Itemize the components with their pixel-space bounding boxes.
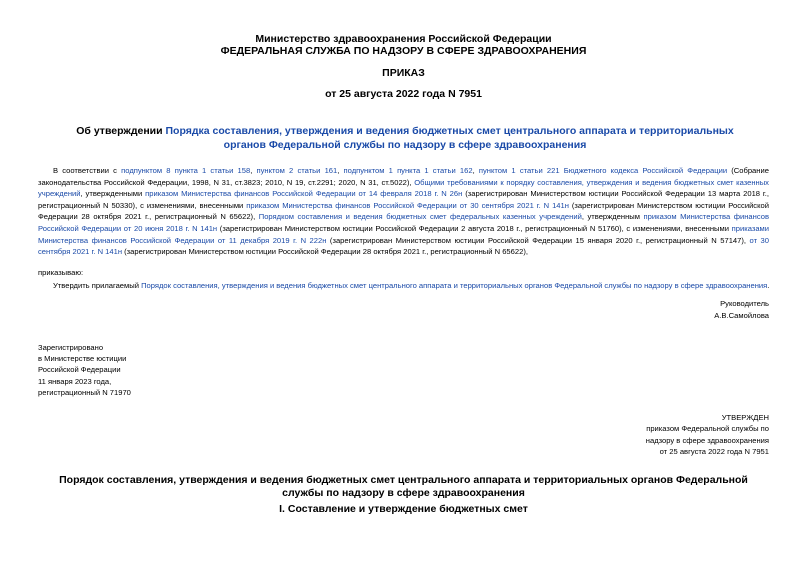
- signer-position: Руководитель: [720, 299, 769, 308]
- basis-link[interactable]: приказом Министерства финансов Российской Федерации от 14 февраля 2018 г. N 26н: [145, 189, 463, 199]
- approval-line: приказом Федеральной службы по: [646, 424, 769, 434]
- signer-name: А.В.Самойлова: [714, 310, 769, 320]
- registration-line: регистрационный N 71970: [38, 387, 131, 397]
- basis-link[interactable]: от 30 сентября 2021 г. N 141н: [38, 235, 770, 257]
- ministry-name: Министерство здравоохранения Российской Федерации: [255, 33, 552, 45]
- doc-type: ПРИКАЗ: [382, 67, 425, 79]
- order-verb: приказываю:: [38, 268, 84, 277]
- registration-line: в Министерстве юстиции: [38, 354, 127, 364]
- basis-link[interactable]: Общими требованиями к порядку составления, утверждения и ведения бюджетных смет казенных учреждений: [38, 177, 769, 199]
- approval-line: от 25 августа 2022 года N 7951: [659, 447, 769, 457]
- approval-line: надзору в сфере здравоохранения: [645, 435, 769, 445]
- basis-text: (зарегистрирован Министерством юстиции Российской Федерации 28 октября 2021 г., регистрационный N 65622),: [122, 247, 528, 257]
- procedure-link[interactable]: Порядок составления, утверждения и ведения бюджетных смет центрального аппарата и территориальных органов Федеральной службы по надзору в сфере здравоохранения: [141, 281, 768, 290]
- basis-text: (зарегистрирован Министерством юстиции Российской Федерации 2 августа 2018 г., регистрационный N 51760), с изменениями, внесенными: [217, 223, 732, 233]
- section-heading: I. Составление и утверждение бюджетных смет: [279, 503, 528, 515]
- basis-link[interactable]: приказами Министерства финансов Российской Федерации от 11 декабря 2019 г. N 222н: [38, 223, 770, 245]
- registration-line: Российской Федерации: [38, 365, 121, 375]
- approval-stamp-block: [646, 412, 769, 458]
- basis-link[interactable]: пунктом 1 статьи 221 Бюджетного кодекса Российской Федерации: [478, 166, 728, 175]
- clause-suffix: .: [767, 281, 770, 290]
- basis-text: , утвержденными: [80, 189, 146, 199]
- approval-line: УТВЕРЖДЕН: [721, 413, 769, 422]
- basis-link[interactable]: приказом Министерства финансов Российской Федерации от 20 июня 2018 г. N 141н: [38, 212, 769, 233]
- basis-text: , утвержденным: [581, 212, 644, 222]
- basis-link[interactable]: подпунктом 8 пункта 1 статьи 158: [121, 166, 251, 175]
- signature-block: [714, 298, 769, 321]
- basis-text: В соответствии с: [53, 166, 122, 175]
- clause-prefix: Утвердить прилагаемый: [53, 281, 142, 290]
- basis-link[interactable]: пунктом 2 статьи 161: [256, 166, 338, 175]
- basis-text: (зарегистрирован Министерством юстиции Российской Федерации 15 января 2020 г., регистрационный N 57147),: [326, 235, 750, 245]
- registration-block: [38, 342, 131, 398]
- basis-link[interactable]: приказом Министерства финансов Российской Федерации от 30 сентября 2021 г. N 141н: [246, 200, 569, 210]
- registration-line: 11 января 2023 года,: [38, 376, 112, 386]
- basis-text: ,: [472, 166, 479, 175]
- basis-text: ,: [250, 166, 257, 175]
- basis-text: (зарегистрирован Министерством юстиции Российской Федерации 13 марта 2018 г., регистрационный N 50330), с изменениями, внесенными: [38, 189, 769, 210]
- subject-prefix: Об утверждении: [76, 125, 166, 137]
- order-clause: [53, 281, 769, 290]
- registration-line: Зарегистрировано: [38, 343, 104, 352]
- procedure-title: Порядок составления, утверждения и ведения бюджетных смет центрального аппарата и территориальных органов Федеральной службы по надзору в сфере здравоохранения: [59, 474, 748, 499]
- order-subject: [60, 124, 750, 152]
- basis-text: ,: [337, 166, 344, 175]
- service-name: ФЕДЕРАЛЬНАЯ СЛУЖБА ПО НАДЗОРУ В СФЕРЕ ЗДРАВООХРАНЕНИЯ: [220, 45, 587, 57]
- basis-text: (Собрание законодательства Российской Федерации, 1998, N 31, ст.3823; 2010, N 19, ст.2291; 2020, N 31, ст.5022),: [38, 166, 769, 187]
- basis-text: (зарегистрирован Министерством юстиции Российской Федерации 28 октября 2021 г., регистрационный N 65622),: [38, 200, 769, 222]
- basis-paragraph: [38, 165, 769, 258]
- subject-link[interactable]: Порядка составления, утверждения и ведения бюджетных смет центрального аппарата и территориальных органов Федеральной службы по надзору в сфере здравоохранения: [165, 125, 734, 151]
- basis-link[interactable]: Порядком составления и ведения бюджетных смет федеральных казенных учреждений: [258, 212, 582, 222]
- basis-link[interactable]: подпунктом 1 пункта 1 статьи 162: [343, 166, 473, 175]
- doc-date-number: от 25 августа 2022 года N 7951: [325, 88, 482, 100]
